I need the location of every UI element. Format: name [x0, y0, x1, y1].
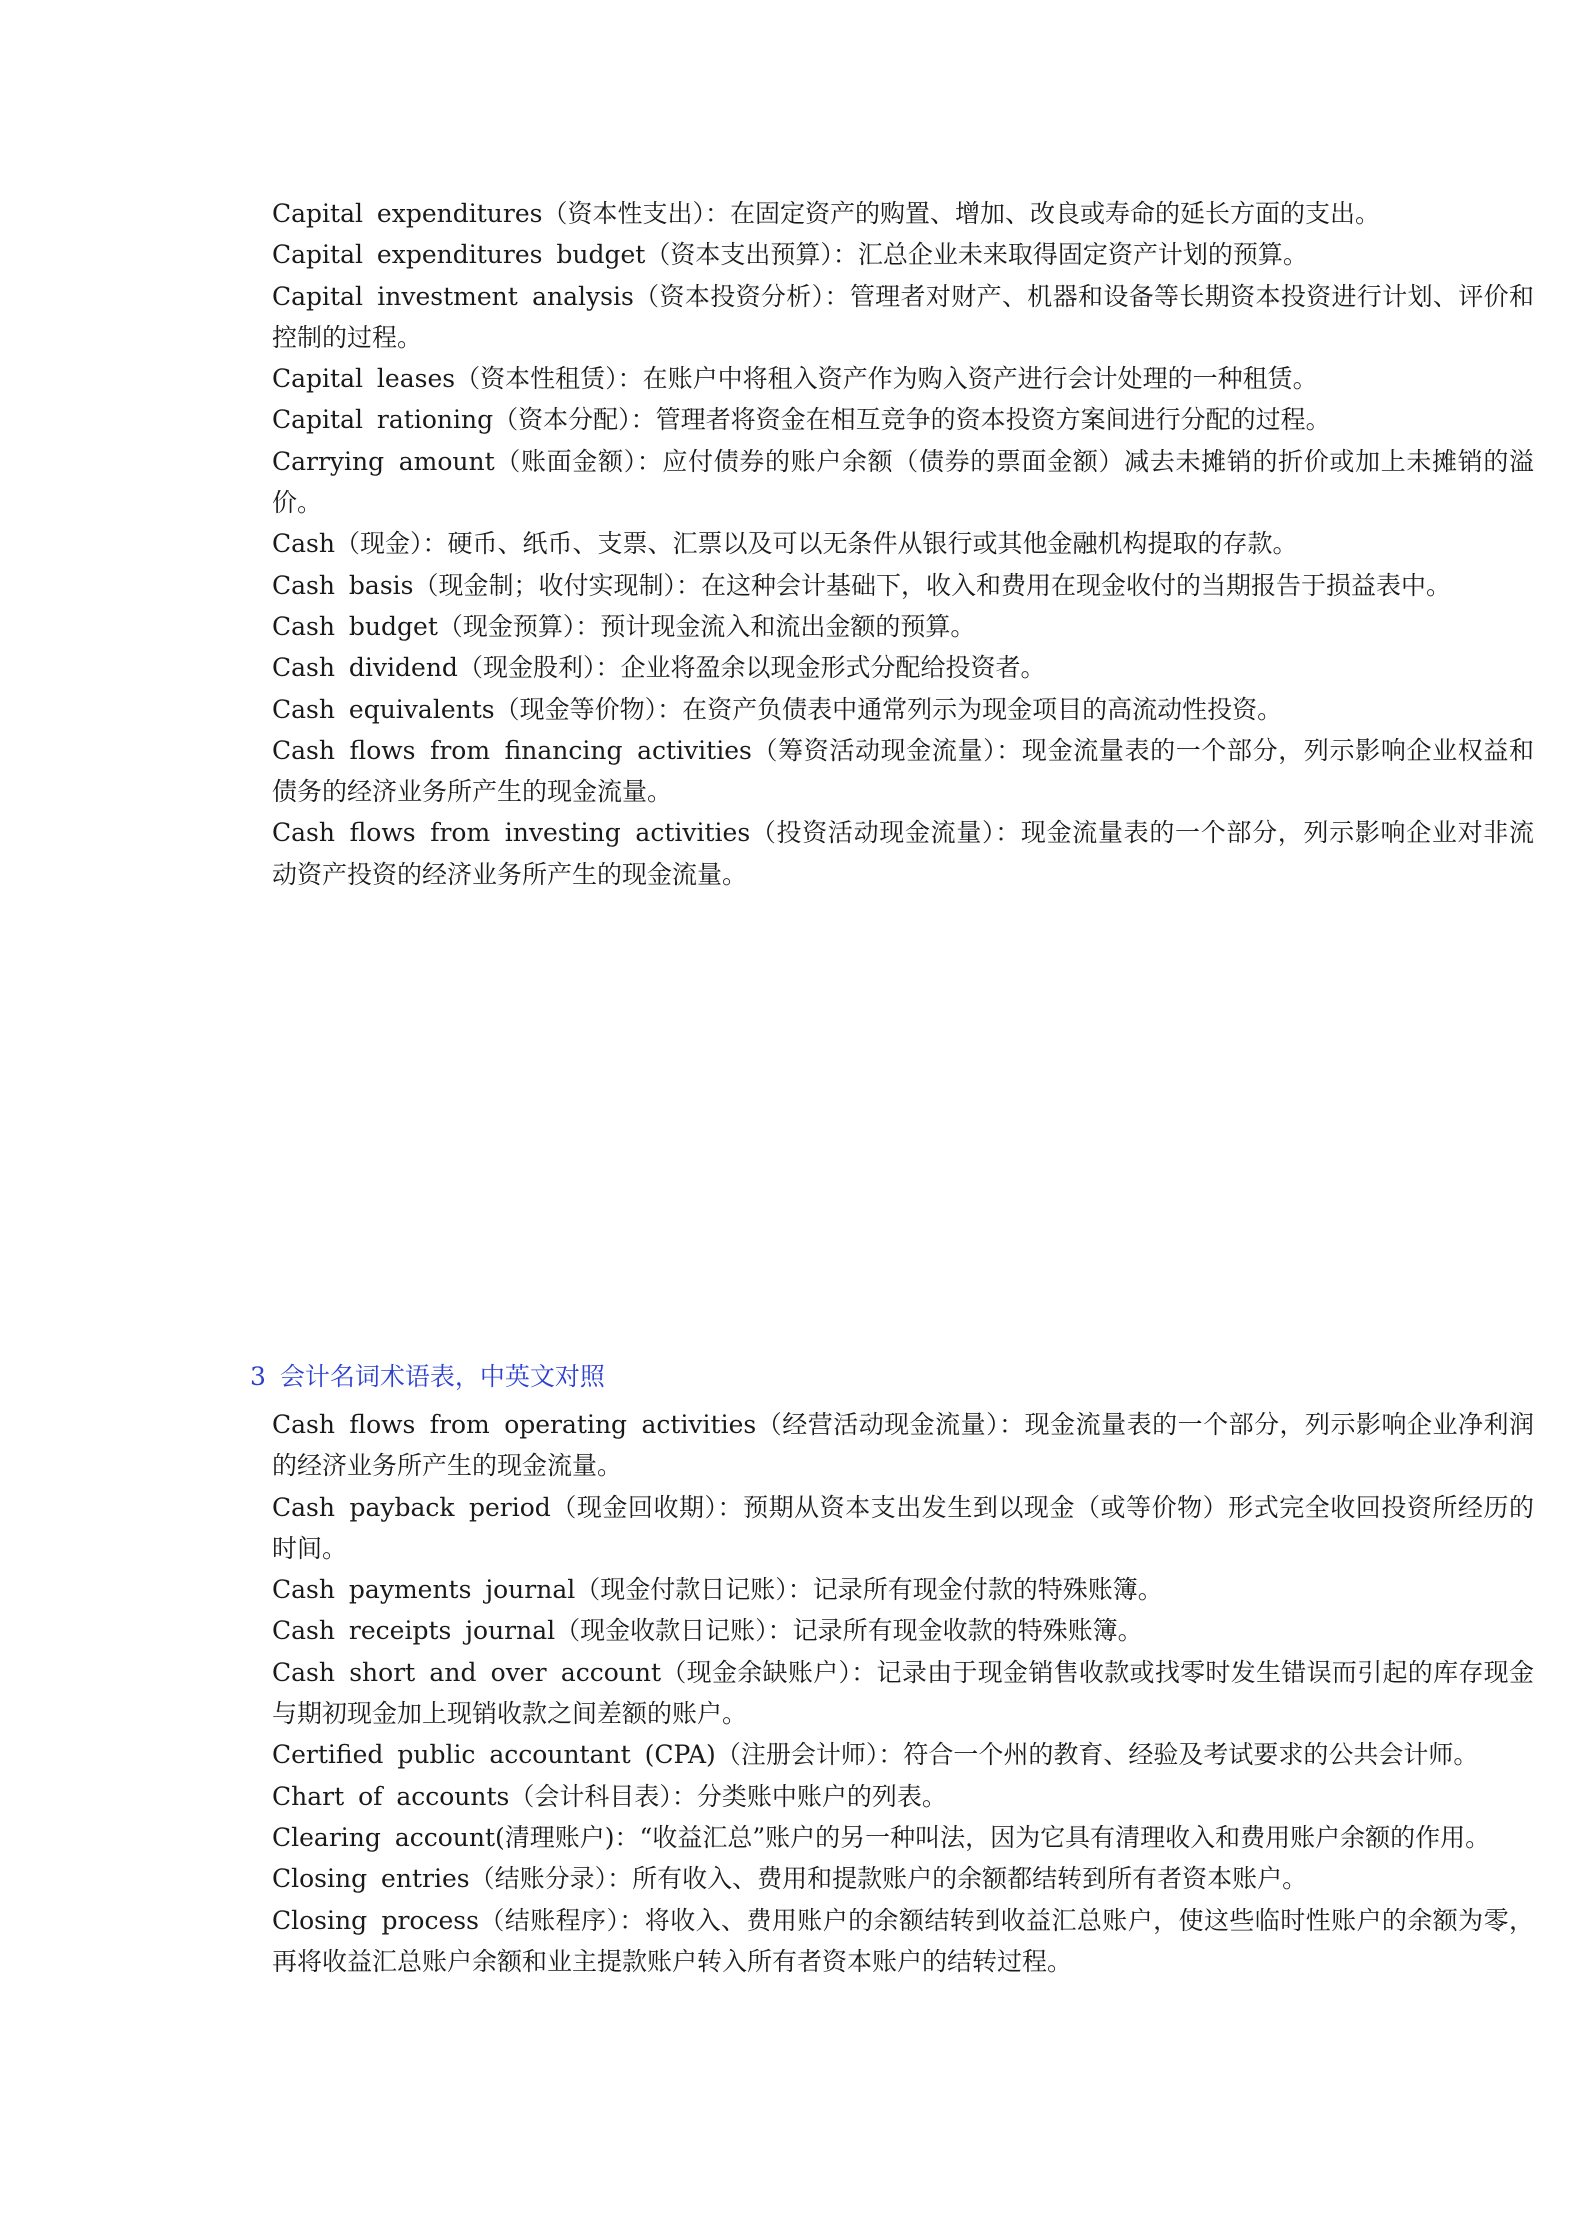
glossary-entry: [272, 1404, 1534, 1487]
entry-term: Cash basis: [272, 570, 414, 600]
glossary-entry: [272, 193, 1534, 234]
section-heading: [250, 1356, 605, 1397]
entry-definition: （会计科目表）：分类账中账户的列表。: [509, 1781, 947, 1811]
entry-definition: （现金等价物）：在资产负债表中通常列示为现金项目的高流动性投资。: [494, 694, 1283, 724]
entry-definition: （筹资活动现金流量）：现金流量表的一个部分，列示影响企业权益和债务的经济业务所产生的现金流量。: [272, 735, 1534, 807]
entry-definition: （现金制；收付实现制）：在这种会计基础下，收入和费用在现金收付的当期报告于损益表中。: [413, 570, 1451, 600]
entry-term: Capital expenditures: [272, 199, 543, 228]
glossary-entry: [272, 1858, 1534, 1899]
entry-definition: （结账分录）：所有收入、费用和提款账户的余额都结转到所有者资本账户。: [469, 1864, 1308, 1894]
entry-definition: （现金付款日记账）：记录所有现金付款的特殊账簿。: [575, 1575, 1163, 1605]
entry-definition: （账面金额）：应付债券的账户余额（债券的票面金额）减去未摊销的折价或加上未摊销的溢价。: [272, 446, 1534, 518]
glossary-entry: [272, 1817, 1534, 1858]
entry-definition: （资本性租赁）：在账户中将租入资产作为购入资产进行会计处理的一种租赁。: [455, 364, 1318, 394]
entry-term: Cash budget: [272, 611, 438, 641]
glossary-entry: [272, 730, 1534, 813]
entry-definition: （注册会计师）：符合一个州的教育、经验及考试要求的公共会计师。: [715, 1740, 1479, 1770]
entry-definition: （投资活动现金流量）：现金流量表的一个部分，列示影响企业对非流动资产投资的经济业务所产生的现金流量。: [272, 818, 1534, 889]
glossary-entry: [272, 523, 1534, 564]
entry-term: Cash flows from operating activities: [272, 1410, 757, 1439]
entry-definition: （经营活动现金流量）：现金流量表的一个部分，列示影响企业净利润的经济业务所产生的现金流量。: [272, 1410, 1534, 1481]
glossary-entry: [272, 812, 1534, 895]
entry-term: Cash payback period: [272, 1492, 551, 1522]
entry-definition: （结账程序）：将收入、费用账户的余额结转到收益汇总账户，使这些临时性账户的余额为零，再将收益汇总账户余额和业主提款账户转入所有者资本账户的结转过程。: [272, 1905, 1534, 1976]
entry-term: Certified public accountant (CPA): [272, 1740, 716, 1770]
glossary-entry: [272, 1487, 1534, 1570]
glossary-entry: [272, 276, 1534, 359]
entry-term: Closing process: [272, 1905, 479, 1935]
entry-term: Cash receipts journal: [272, 1616, 556, 1646]
entry-definition: （现金）：硬币、纸币、支票、汇票以及可以无条件从银行或其他金融机构提取的存款。: [334, 529, 1298, 559]
entry-definition: （现金收款日记账）：记录所有现金收款的特殊账簿。: [555, 1616, 1143, 1646]
entry-term: Chart of accounts: [272, 1781, 510, 1811]
entry-definition: (清理账户)：“收益汇总”账户的另一种叫法，因为它具有清理收入和费用账户余额的作用。: [495, 1822, 1491, 1852]
glossary-block-bottom: [272, 1404, 1534, 1982]
section-number: 3: [250, 1362, 266, 1391]
entry-term: Closing entries: [272, 1864, 470, 1894]
entry-term: Cash payments journal: [272, 1575, 576, 1605]
entry-term: Capital expenditures budget: [272, 240, 646, 270]
entry-definition: （现金股利）：企业将盈余以现金形式分配给投资者。: [457, 653, 1046, 683]
entry-definition: （资本支出预算）：汇总企业未来取得固定资产计划的预算。: [645, 240, 1308, 270]
entry-term: Cash dividend: [272, 653, 458, 683]
glossary-entry: [272, 1734, 1534, 1775]
glossary-entry: [272, 441, 1534, 524]
entry-definition: （现金预算）：预计现金流入和流出金额的预算。: [437, 611, 976, 641]
glossary-entry: [272, 606, 1534, 647]
entry-definition: （资本分配）：管理者将资金在相互竞争的资本投资方案间进行分配的过程。: [493, 405, 1331, 435]
entry-term: Cash flows from financing activities: [272, 735, 752, 765]
glossary-entry: [272, 1776, 1534, 1817]
entry-term: Cash equivalents: [272, 694, 495, 724]
glossary-entry: [272, 1569, 1534, 1610]
entry-term: Capital rationing: [272, 405, 494, 435]
entry-definition: （现金余缺账户）：记录由于现金销售收款或找零时发生错误而引起的库存现金与期初现金加上现销收款之间差额的账户。: [272, 1657, 1534, 1729]
glossary-entry: [272, 1652, 1534, 1735]
glossary-entry: [272, 234, 1534, 275]
entry-definition: （资本性支出）：在固定资产的购置、增加、改良或寿命的延长方面的支出。: [542, 199, 1380, 228]
glossary-block-top: [272, 193, 1534, 895]
glossary-entry: [272, 358, 1534, 399]
glossary-entry: [272, 565, 1534, 606]
glossary-entry: [272, 647, 1534, 688]
entry-term: Clearing account: [272, 1822, 496, 1852]
section-title: 会计名词术语表，中英文对照: [279, 1362, 605, 1391]
entry-term: Cash: [272, 529, 335, 559]
entry-term: Capital investment analysis: [272, 281, 634, 311]
entry-term: Cash flows from investing activities: [272, 818, 751, 848]
entry-definition: （资本投资分析）：管理者对财产、机器和设备等长期资本投资进行计划、评价和控制的过程。: [272, 281, 1534, 352]
entry-term: Carrying amount: [272, 446, 495, 476]
glossary-entry: [272, 399, 1534, 440]
entry-definition: （现金回收期）：预期从资本支出发生到以现金（或等价物）形式完全收回投资所经历的时间。: [272, 1492, 1534, 1563]
entry-term: Capital leases: [272, 364, 456, 394]
entry-term: Cash short and over account: [272, 1657, 662, 1687]
glossary-entry: [272, 689, 1534, 730]
glossary-entry: [272, 1610, 1534, 1651]
glossary-entry: [272, 1900, 1534, 1983]
